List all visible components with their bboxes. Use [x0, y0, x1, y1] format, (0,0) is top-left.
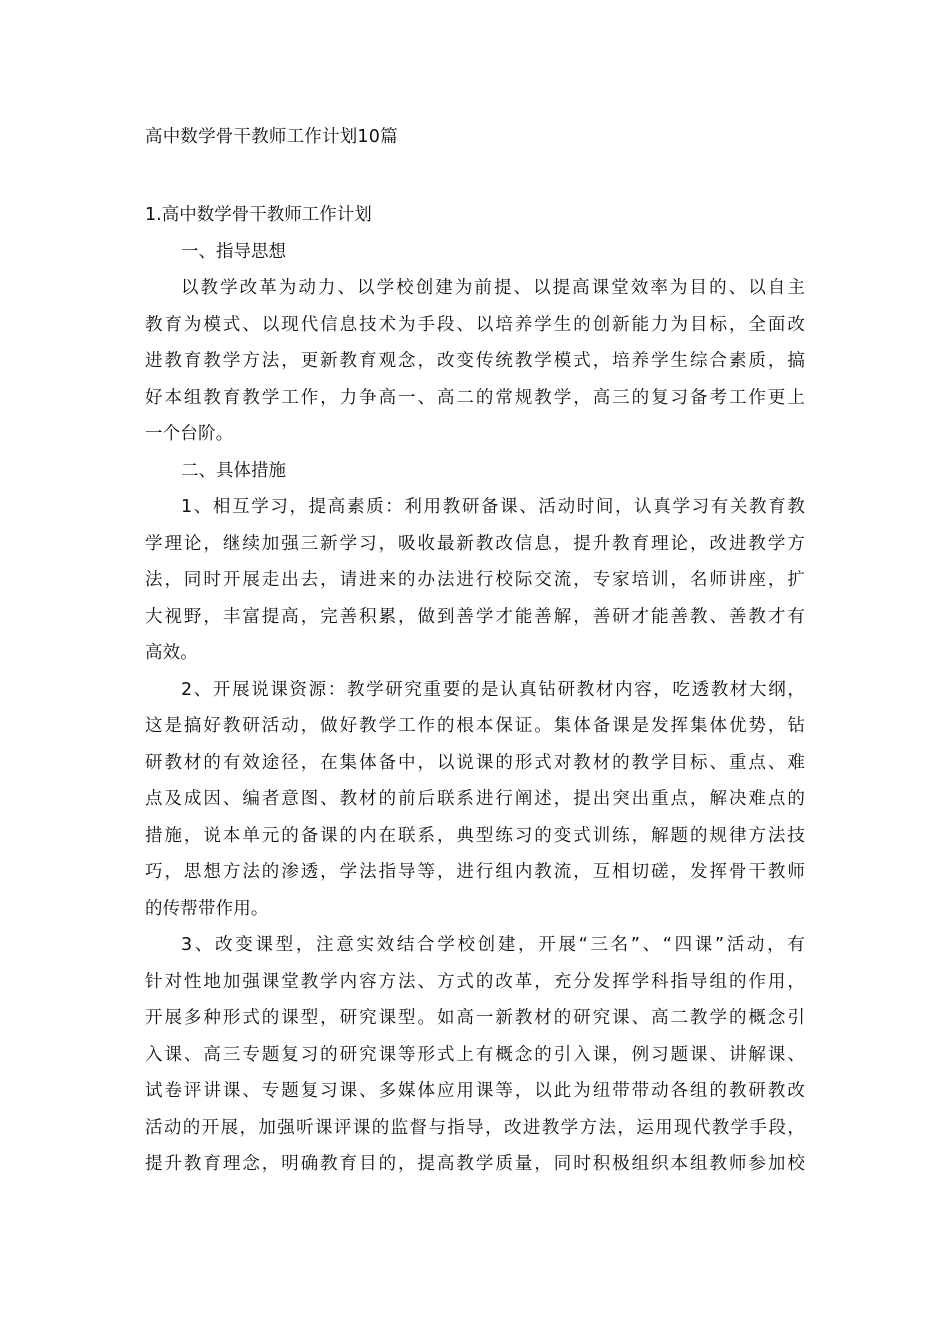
- paragraph-line: 好本组教育教学工作，力争高一、高二的常规教学，高三的复习备考工作更上: [145, 387, 805, 408]
- document-title: 高中数学骨干教师工作计划10篇: [145, 127, 398, 147]
- paragraph-guiding-ideology: [145, 270, 805, 453]
- document-body: [145, 197, 805, 1183]
- paragraph-line: 针对性地加强课堂教学内容方法、方式的改革，充分发挥学科指导组的作用，: [145, 971, 805, 992]
- paragraph-line: 开展多种形式的课型，研究课型。如高一新教材的研究课、高二教学的概念引: [145, 1008, 805, 1028]
- paragraph-line: 一个台阶。: [145, 424, 234, 444]
- paragraph-line: 这是搞好教研活动，做好教学工作的根本保证。集体备课是发挥集体优势，钻: [145, 716, 805, 736]
- paragraph-line: 进教育教学方法，更新教育观念，改变传统教学模式，培养学生综合素质，搞: [145, 351, 805, 371]
- paragraph-line: 高效。: [145, 643, 198, 663]
- paragraph-line: 提升教育理念，明确教育目的，提高教学质量，同时积极组织本组教师参加校: [145, 1154, 805, 1174]
- paragraph-measure-1: [145, 489, 805, 672]
- paragraph-line: 2、开展说课资源：教学研究重要的是认真钻研教材内容，吃透教材大纲，: [181, 679, 805, 700]
- paragraph-line: 的传帮带作用。: [145, 898, 269, 919]
- paragraph-line: 活动的开展，加强听课评课的监督与指导，改进教学方法，运用现代教学手段，: [145, 1117, 805, 1138]
- paragraph-line: 法，同时开展走出去，请进来的办法进行校际交流，专家培训，名师讲座，扩: [145, 570, 805, 590]
- paragraph-line: 大视野，丰富提高，完善积累，做到善学才能善解，善研才能善教、善教才有: [145, 606, 805, 627]
- paragraph-line: 点及成因、编者意图、教材的前后联系进行阐述，提出突出重点，解决难点的: [145, 789, 805, 809]
- paragraph-measure-3: [145, 927, 805, 1183]
- paragraph-line: 1、相互学习，提高素质：利用教研备课、活动时间，认真学习有关教育教: [181, 497, 805, 517]
- section-title: 1.高中数学骨干教师工作计划: [145, 205, 372, 225]
- paragraph-line: 3、改变课型，注意实效结合学校创建，开展“三名”、“四课”活动，有: [181, 935, 805, 955]
- paragraph-line: 教育为模式、以现代信息技术为手段、以培养学生的创新能力为目标，全面改: [145, 314, 805, 335]
- paragraph-line: 研教材的有效途径，在集体备中，以说课的形式对教材的教学目标、重点、难: [145, 752, 805, 773]
- paragraph-line: 入课、高三专题复习的研究课等形式上有概念的引入课，例习题课、讲解课、: [145, 1044, 805, 1065]
- paragraph-line: 巧，思想方法的渗透，学法指导等，进行组内教流，互相切磋，发挥骨干教师: [145, 862, 805, 882]
- paragraph-line: 以教学改革为动力、以学校创建为前提、以提高课堂效率为目的、以自主: [181, 278, 805, 298]
- paragraph-line: 试卷评讲课、专题复习课、多媒体应用课等，以此为纽带带动各组的教研教改: [145, 1081, 805, 1101]
- paragraph-line: 措施，说本单元的备课的内在联系，典型练习的变式训练，解题的规律方法技: [145, 825, 805, 846]
- heading-guiding-ideology: 一、指导思想: [181, 241, 286, 262]
- heading-specific-measures: 二、具体措施: [181, 460, 286, 481]
- paragraph-measure-2: [145, 672, 805, 928]
- paragraph-line: 学理论，继续加强三新学习，吸收最新教改信息，提升教育理论，改进教学方: [145, 533, 805, 554]
